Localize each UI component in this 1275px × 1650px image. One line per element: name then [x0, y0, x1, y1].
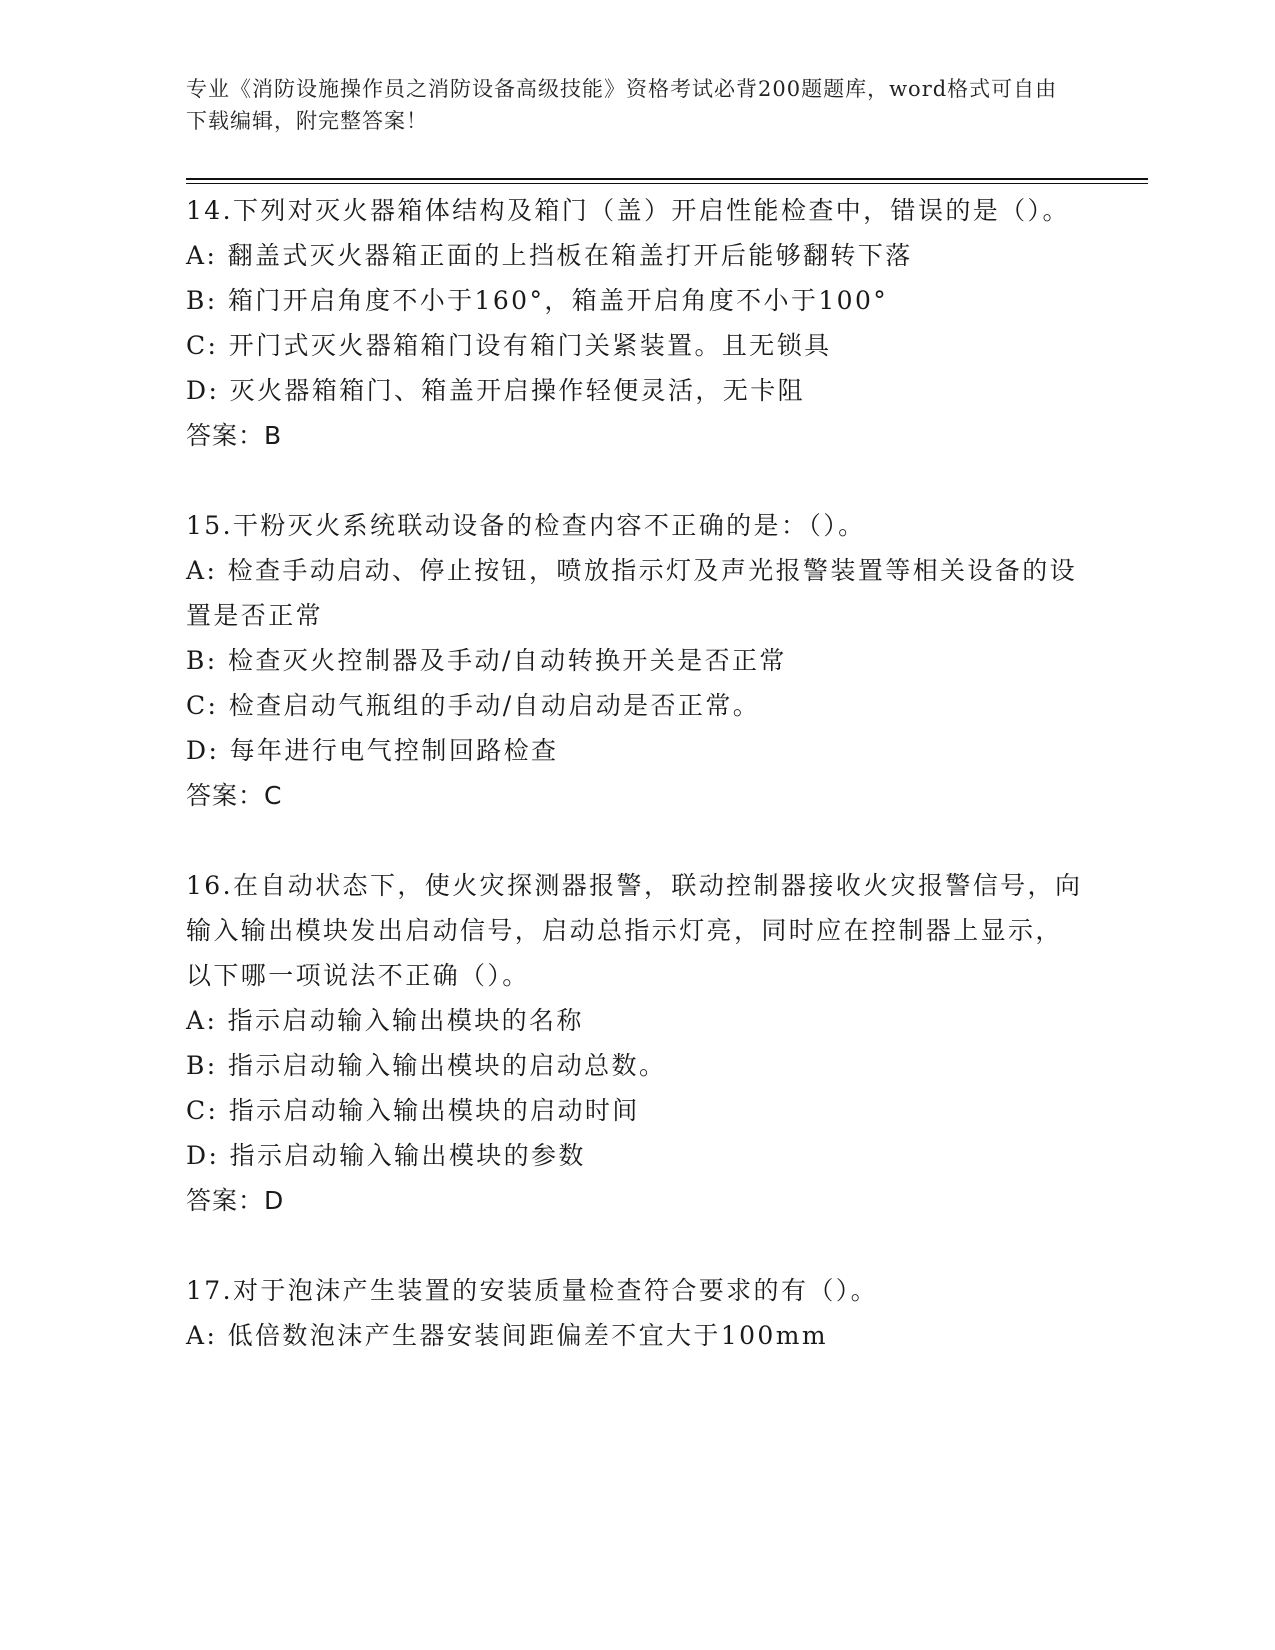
option-a: A: 低倍数泡沫产生器安装间距偏差不宜大于100mm	[186, 1321, 828, 1350]
option-c: C: 开门式灭火器箱箱门设有箱门关紧装置。且无锁具	[186, 331, 832, 360]
option-a: A: 翻盖式灭火器箱正面的上挡板在箱盖打开后能够翻转下落	[186, 241, 913, 270]
question-14	[186, 188, 1086, 458]
option-d: D: 每年进行电气控制回路检查	[186, 736, 559, 765]
option-b: B: 箱门开启角度不小于160°，箱盖开启角度不小于100°	[186, 286, 889, 315]
question-stem: 15.干粉灭火系统联动设备的检查内容不正确的是：（）。	[186, 511, 866, 540]
header-rule-bottom	[186, 183, 1148, 184]
option-d: D: 指示启动输入输出模块的参数	[186, 1141, 586, 1170]
answer-label: 答案：C	[186, 781, 283, 810]
option-b: B: 指示启动输入输出模块的启动总数。	[186, 1051, 667, 1080]
header-rule-top	[186, 178, 1148, 180]
option-c: C: 指示启动输入输出模块的启动时间	[186, 1096, 640, 1125]
answer-label: 答案：D	[186, 1186, 285, 1215]
option-a: A: 检查手动启动、停止按钮，喷放指示灯及声光报警装置等相关设备的设置是否正常	[186, 556, 1078, 630]
question-stem: 16.在自动状态下，使火灾探测器报警，联动控制器接收火灾报警信号，向输入输出模块发出启动信号，启动总指示灯亮，同时应在控制器上显示，以下哪一项说法不正确（）。	[186, 871, 1083, 990]
question-16	[186, 863, 1086, 1223]
document-header: 专业《消防设施操作员之消防设备高级技能》资格考试必背200题题库，word格式可自由下载编辑，附完整答案！	[186, 77, 1058, 133]
option-a: A: 指示启动输入输出模块的名称	[186, 1006, 584, 1035]
option-c: C: 检查启动气瓶组的手动/自动启动是否正常。	[186, 691, 761, 720]
option-d: D: 灭火器箱箱门、箱盖开启操作轻便灵活，无卡阻	[186, 376, 806, 405]
option-b: B: 检查灭火控制器及手动/自动转换开关是否正常	[186, 646, 787, 675]
question-15	[186, 503, 1086, 818]
question-list	[186, 188, 1086, 1358]
question-stem: 14.下列对灭火器箱体结构及箱门（盖）开启性能检查中，错误的是（）。	[186, 196, 1070, 225]
question-17	[186, 1268, 1086, 1358]
answer-label: 答案：B	[186, 421, 283, 450]
question-stem: 17.对于泡沫产生装置的安装质量检查符合要求的有（）。	[186, 1276, 879, 1305]
